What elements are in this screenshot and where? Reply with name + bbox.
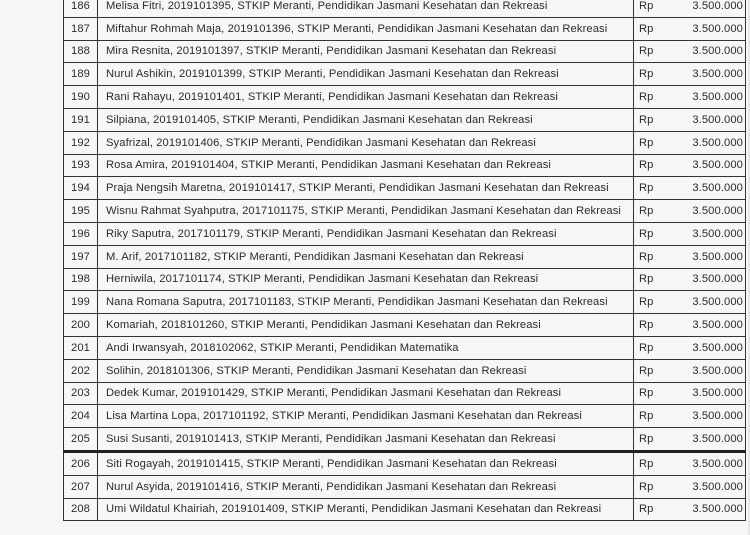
amount-value: 3.500.000 — [672, 382, 746, 405]
recipient-description: Nurul Ashikin, 2019101399, STKIP Meranti, Pendidikan Jasmani Kesehatan dan Rekreasi — [98, 63, 634, 86]
recipient-description: Rani Rahayu, 2019101401, STKIP Meranti, Pendidikan Jasmani Kesehatan dan Rekreasi — [98, 86, 634, 109]
currency-label: Rp — [634, 268, 672, 291]
amount-value: 3.500.000 — [672, 475, 746, 498]
table-row — [64, 268, 746, 291]
currency-label: Rp — [634, 222, 672, 245]
table-row — [64, 291, 746, 314]
currency-label: Rp — [634, 154, 672, 177]
table-row — [64, 17, 746, 40]
table-row — [64, 451, 746, 475]
recipient-description: Nana Romana Saputra, 2017101183, STKIP Meranti, Pendidikan Jasmani Kesehatan dan Rekreasi — [98, 291, 634, 314]
row-number: 190 — [64, 86, 98, 109]
amount-value: 3.500.000 — [672, 268, 746, 291]
amount-value: 3.500.000 — [672, 40, 746, 63]
amount-value: 3.500.000 — [672, 200, 746, 223]
row-number: 200 — [64, 314, 98, 337]
recipient-description: Herniwila, 2017101174, STKIP Meranti, Pendidikan Jasmani Kesehatan dan Rekreasi — [98, 268, 634, 291]
table-row — [64, 86, 746, 109]
recipient-description: Silpiana, 2019101405, STKIP Meranti, Pendidikan Jasmani Kesehatan dan Rekreasi — [98, 108, 634, 131]
currency-label: Rp — [634, 177, 672, 200]
amount-value: 3.500.000 — [672, 86, 746, 109]
amount-value: 3.500.000 — [672, 359, 746, 382]
recipient-description: Siti Rogayah, 2019101415, STKIP Meranti, Pendidikan Jasmani Kesehatan dan Rekreasi — [98, 451, 634, 475]
currency-label: Rp — [634, 498, 672, 521]
amount-value: 3.500.000 — [672, 314, 746, 337]
recipient-description: Miftahur Rohmah Maja, 2019101396, STKIP Meranti, Pendidikan Jasmani Kesehatan dan Rekreasi — [98, 17, 634, 40]
currency-label: Rp — [634, 451, 672, 475]
recipient-description: Mira Resnita, 2019101397, STKIP Meranti, Pendidikan Jasmani Kesehatan dan Rekreasi — [98, 40, 634, 63]
recipient-description: Lisa Martina Lopa, 2017101192, STKIP Meranti, Pendidikan Jasmani Kesehatan dan Rekreasi — [98, 405, 634, 428]
currency-label: Rp — [634, 108, 672, 131]
recipient-description: Solihin, 2018101306, STKIP Meranti, Pendidikan Jasmani Kesehatan dan Rekreasi — [98, 359, 634, 382]
table-row — [64, 0, 746, 17]
amount-value: 3.500.000 — [672, 17, 746, 40]
amount-value: 3.500.000 — [672, 131, 746, 154]
recipient-description: Susi Susanti, 2019101413, STKIP Meranti, Pendidikan Jasmani Kesehatan dan Rekreasi — [98, 428, 634, 452]
amount-value: 3.500.000 — [672, 154, 746, 177]
row-number: 205 — [64, 428, 98, 452]
row-number: 196 — [64, 222, 98, 245]
recipient-description: Melisa Fitri, 2019101395, STKIP Meranti, Pendidikan Jasmani Kesehatan dan Rekreasi — [98, 0, 634, 17]
table-row — [64, 40, 746, 63]
row-number: 201 — [64, 336, 98, 359]
row-number: 188 — [64, 40, 98, 63]
recipient-description: Nurul Asyida, 2019101416, STKIP Meranti, Pendidikan Jasmani Kesehatan dan Rekreasi — [98, 475, 634, 498]
currency-label: Rp — [634, 86, 672, 109]
amount-value: 3.500.000 — [672, 498, 746, 521]
table-row — [64, 498, 746, 521]
recipient-description: Riky Saputra, 2017101179, STKIP Meranti, Pendidikan Jasmani Kesehatan dan Rekreasi — [98, 222, 634, 245]
amount-value: 3.500.000 — [672, 291, 746, 314]
row-number: 203 — [64, 382, 98, 405]
recipient-description: Umi Wildatul Khairiah, 2019101409, STKIP Meranti, Pendidikan Jasmani Kesehatan dan Rekreasi — [98, 498, 634, 521]
amount-value: 3.500.000 — [672, 0, 746, 17]
recipient-description: Andi Irwansyah, 2018102062, STKIP Meranti, Pendidikan Matematika — [98, 336, 634, 359]
row-number: 191 — [64, 108, 98, 131]
row-number: 193 — [64, 154, 98, 177]
row-number: 198 — [64, 268, 98, 291]
row-number: 204 — [64, 405, 98, 428]
currency-label: Rp — [634, 475, 672, 498]
table-row — [64, 359, 746, 382]
table-row — [64, 382, 746, 405]
recipient-description: Dedek Kumar, 2019101429, STKIP Meranti, Pendidikan Jasmani Kesehatan dan Rekreasi — [98, 382, 634, 405]
recipient-description: Komariah, 2018101260, STKIP Meranti, Pendidikan Jasmani Kesehatan dan Rekreasi — [98, 314, 634, 337]
table-row — [64, 314, 746, 337]
currency-label: Rp — [634, 291, 672, 314]
table-row — [64, 177, 746, 200]
amount-value: 3.500.000 — [672, 245, 746, 268]
row-number: 207 — [64, 475, 98, 498]
currency-label: Rp — [634, 382, 672, 405]
currency-label: Rp — [634, 405, 672, 428]
table-row — [64, 63, 746, 86]
currency-label: Rp — [634, 200, 672, 223]
table-row — [64, 200, 746, 223]
recipient-description: Wisnu Rahmat Syahputra, 2017101175, STKIP Meranti, Pendidikan Jasmani Kesehatan dan Rekreasi — [98, 200, 634, 223]
recipient-table — [63, 0, 746, 521]
row-number: 189 — [64, 63, 98, 86]
row-number: 186 — [64, 0, 98, 17]
row-number: 195 — [64, 200, 98, 223]
currency-label: Rp — [634, 359, 672, 382]
amount-value: 3.500.000 — [672, 222, 746, 245]
recipient-description: Praja Nengsih Maretna, 2019101417, STKIP Meranti, Pendidikan Jasmani Kesehatan dan Rekreasi — [98, 177, 634, 200]
currency-label: Rp — [634, 17, 672, 40]
amount-value: 3.500.000 — [672, 336, 746, 359]
currency-label: Rp — [634, 314, 672, 337]
row-number: 187 — [64, 17, 98, 40]
table-row — [64, 245, 746, 268]
amount-value: 3.500.000 — [672, 63, 746, 86]
currency-label: Rp — [634, 428, 672, 452]
currency-label: Rp — [634, 63, 672, 86]
table-row — [64, 222, 746, 245]
amount-value: 3.500.000 — [672, 428, 746, 452]
table-row — [64, 428, 746, 452]
amount-value: 3.500.000 — [672, 451, 746, 475]
amount-value: 3.500.000 — [672, 177, 746, 200]
row-number: 202 — [64, 359, 98, 382]
row-number: 194 — [64, 177, 98, 200]
currency-label: Rp — [634, 336, 672, 359]
table-row — [64, 154, 746, 177]
table-row — [64, 475, 746, 498]
row-number: 197 — [64, 245, 98, 268]
row-number: 208 — [64, 498, 98, 521]
row-number: 206 — [64, 451, 98, 475]
amount-value: 3.500.000 — [672, 108, 746, 131]
row-number: 192 — [64, 131, 98, 154]
currency-label: Rp — [634, 131, 672, 154]
table-row — [64, 405, 746, 428]
currency-label: Rp — [634, 245, 672, 268]
recipient-description: Syafrizal, 2019101406, STKIP Meranti, Pendidikan Jasmani Kesehatan dan Rekreasi — [98, 131, 634, 154]
recipient-description: Rosa Amira, 2019101404, STKIP Meranti, Pendidikan Jasmani Kesehatan dan Rekreasi — [98, 154, 634, 177]
recipient-description: M. Arif, 2017101182, STKIP Meranti, Pendidikan Jasmani Kesehatan dan Rekreasi — [98, 245, 634, 268]
table-row — [64, 108, 746, 131]
recipient-table-body — [64, 0, 746, 521]
table-row — [64, 131, 746, 154]
table-row — [64, 336, 746, 359]
currency-label: Rp — [634, 40, 672, 63]
row-number: 199 — [64, 291, 98, 314]
amount-value: 3.500.000 — [672, 405, 746, 428]
currency-label: Rp — [634, 0, 672, 17]
